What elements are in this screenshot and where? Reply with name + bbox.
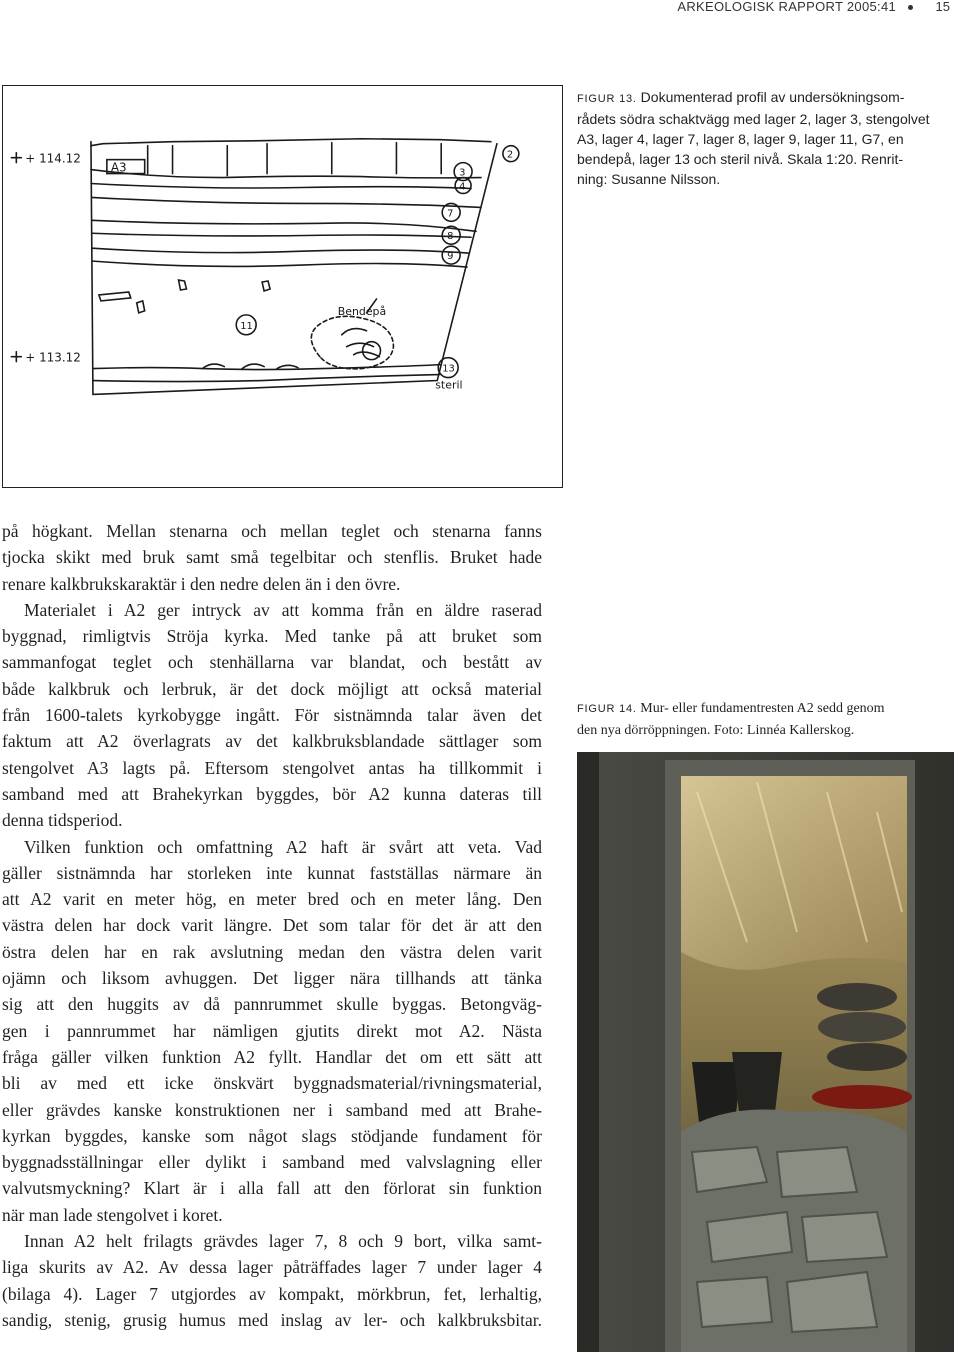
level-bottom-label: + 113.12	[25, 350, 81, 365]
body-line: Innan A2 helt frilagts grävdes lager 7, 8 och 9 bort, vilka samt-	[24, 1231, 542, 1252]
body-line: både kalkbruk och lerbruk, är det dock möjligt att också material	[2, 678, 542, 699]
a3-label: A3	[110, 160, 127, 175]
body-line: västra delen har dock varit längre. Det som talar för det är att den	[2, 915, 542, 936]
body-line: sammanfogat teglet och stenhällarna var blandat, och bestått av	[2, 652, 542, 673]
bone-deposit-outline	[311, 316, 393, 369]
layer-9-line	[92, 248, 469, 253]
layer-8-label: 8	[447, 231, 454, 243]
body-line: faktum att A2 överlagrats av det kalkbruksblandade sättlager som	[2, 731, 542, 752]
layer-4-label: 4	[459, 181, 466, 193]
layer-7-label: 7	[447, 208, 454, 220]
figure-14-label: FIGUR 14.	[577, 703, 637, 715]
layer-13-line	[93, 365, 441, 370]
stone	[262, 281, 270, 291]
stone-floor-line	[91, 139, 491, 146]
body-line: tjocka skikt med bruk samt små tegelbitar och stenflis. Bruket hade	[2, 547, 542, 568]
layer-2-label: 2	[506, 149, 514, 161]
caption-line: FIGUR 13. Dokumenterad profil av undersökningsom-	[577, 89, 905, 105]
body-line: Vilken funktion och omfattning A2 haft är svårt att veta. Vad	[24, 836, 542, 857]
layer-7-line	[92, 197, 481, 207]
layer-3-label: 3	[459, 167, 466, 179]
page-number: 15	[935, 0, 950, 14]
body-line: renare kalkbrukskaraktär i den nedre delen än i den övre.	[2, 573, 401, 594]
figure-13-label: FIGUR 13.	[577, 93, 637, 105]
body-line: liga skurits av A2. Av dessa lager påträffades lager 7 under lager 4	[2, 1257, 542, 1278]
body-line: fråga gäller vilken funktion A2 fyllt. Handlar det om ett sätt att	[2, 1046, 542, 1067]
report-title: ARKEOLOGISK RAPPORT 2005:41	[677, 0, 896, 14]
body-line: att A2 varit en meter hög, en meter bred och en meter lång. Den	[2, 889, 542, 910]
caption-line: A3, lager 4, lager 7, lager 8, lager 9, lager 11, G7, en	[577, 131, 904, 147]
bone-deposit-label: Bendepå	[337, 304, 387, 318]
running-header	[540, 0, 960, 20]
body-line: eller grävdes kanske konstruktionen ner i samband med att Brahe-	[2, 1099, 542, 1120]
body-line: från 1600-talets kyrkobygge ingått. För sistnämnda talar även det	[2, 705, 542, 726]
layer-4-line	[91, 184, 471, 189]
caption-line: ning: Susanne Nilsson.	[577, 171, 721, 187]
figure-14-caption	[577, 698, 957, 741]
body-line: östra delen har en rak avslutning medan den västra delen varit	[2, 941, 542, 962]
body-line: byggnad, rimligtvis Ströja kyrka. Med tanke på att bruket som	[2, 626, 542, 647]
bullet-separator	[908, 5, 913, 10]
sterile-line	[93, 375, 439, 382]
sterile-label: steril	[435, 378, 463, 392]
body-line: på högkant. Mellan stenarna och mellan teglet och stenarna fanns	[2, 521, 542, 541]
body-line: (bilaga 4). Lager 7 utgjordes av kompakt, mörkbrun, fet, lerhaltig,	[2, 1283, 542, 1304]
body-line: gäller sistnämnda har storleken inte kunnat fastställas närmare än	[2, 862, 542, 883]
body-text	[2, 518, 542, 1333]
caption-line: bendepå, lager 13 och steril nivå. Skala 1:20. Renrit-	[577, 151, 904, 167]
figure-14-photo	[577, 752, 954, 1352]
body-line: sandig, stenig, grusig humus med inslag av ler- och kalkbruksbitar.	[2, 1309, 542, 1330]
body-line: när man lade stengolvet i koret.	[2, 1204, 223, 1225]
figure-13-caption	[577, 87, 949, 189]
profile-drawing	[3, 86, 562, 487]
body-line: stengolvet A3 lagts på. Eftersom stengolvet antas ha tillkommit i	[2, 757, 542, 778]
body-line: gen i pannrummet har nämligen gjutits direkt mot A2. Nästa	[2, 1020, 542, 1041]
body-line: ojämn och liksom avhuggen. Det ligger nära tillhands att tänka	[2, 968, 542, 989]
body-line: sig att den huggits av då pannrummet skulle byggas. Betongväg-	[2, 994, 542, 1015]
body-line: byggnadsställningar eller dylikt i samband med valvslagning eller	[2, 1152, 542, 1173]
body-line: bli av med ett icke önskvärt byggnadsmaterial/rivningsmaterial,	[2, 1073, 542, 1094]
stone	[99, 292, 131, 301]
body-line: valvutsmyckning? Klart är i alla fall att den förlorat sin funktion	[2, 1178, 542, 1199]
body-line: Materialet i A2 ger intryck av att komma från en äldre raserad	[24, 599, 542, 620]
body-line: denna tidsperiod.	[2, 810, 123, 831]
caption-line: FIGUR 14. Mur- eller fundamentresten A2 sedd genom	[577, 701, 885, 716]
layer-9-label: 9	[447, 251, 454, 263]
caption-line: den nya dörröppningen. Foto: Linnéa Kallerskog.	[577, 723, 855, 738]
figure-13-section-drawing	[2, 85, 563, 488]
caption-line: rådets södra schaktvägg med lager 2, lager 3, stengolvet	[577, 111, 930, 127]
body-line: kyrkan byggdes, kanske som något slags stödjande fundament för	[2, 1125, 542, 1146]
layer-11-label: 11	[240, 320, 253, 332]
layer-13-label: 13	[442, 363, 455, 375]
profile-outline	[91, 142, 497, 395]
body-line: samband med att Brahekyrkan byggdes, bör A2 kunna dateras till	[2, 783, 542, 804]
level-top-label: + 114.12	[25, 151, 81, 166]
stone	[179, 280, 187, 290]
stone	[137, 301, 145, 313]
layer-8-line	[92, 220, 476, 231]
